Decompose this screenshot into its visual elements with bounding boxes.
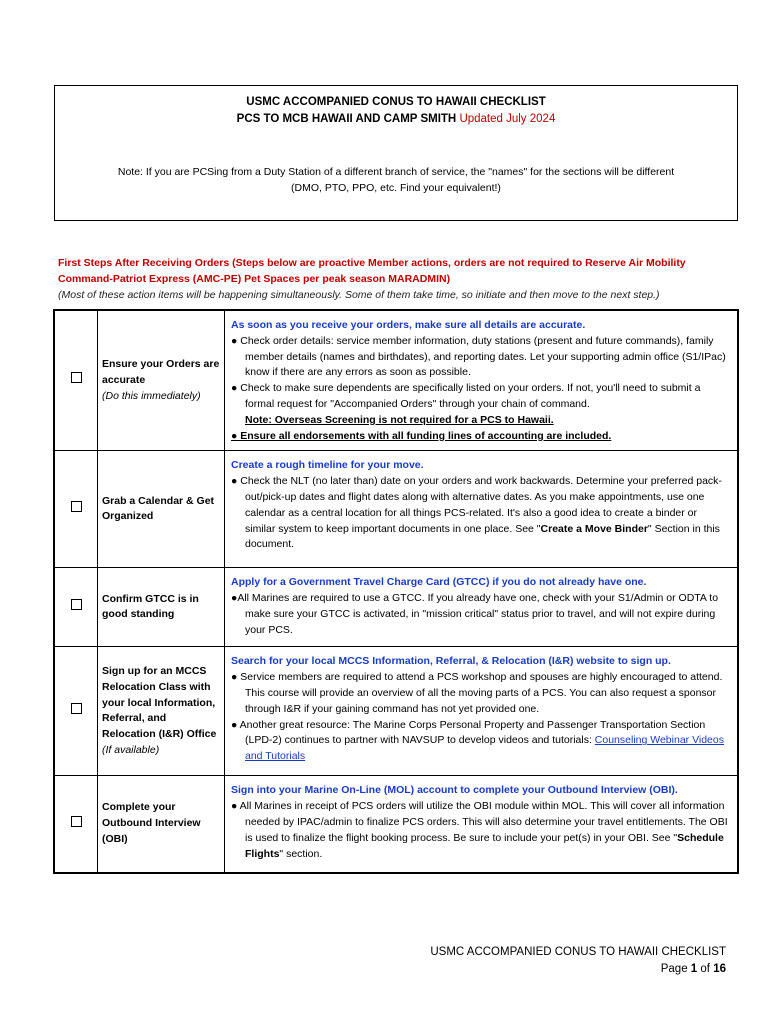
step-detail-cell (225, 568, 739, 647)
intro-section (58, 255, 738, 303)
step-headline: Create a rough timeline for your move. (231, 459, 424, 472)
page-number: 1 (690, 963, 698, 975)
step-detail-cell (225, 451, 739, 568)
checkbox-icon[interactable] (71, 703, 82, 714)
checkbox-icon[interactable] (71, 816, 82, 827)
title-line-1: USMC ACCOMPANIED CONUS TO HAWAII CHECKLIST (246, 96, 546, 108)
checklist-table (53, 309, 739, 874)
updated-date: Updated July 2024 (459, 113, 556, 125)
step-bullet (231, 718, 729, 765)
bullet-text: ● Another great resource: The Marine Corps Personal Property and Passenger Transportation Section (LPD-2) continues to partner with NAVSUP to develop videos and tutorials: (231, 718, 706, 747)
of-word: of (700, 963, 710, 975)
step-headline: Sign into your Marine On-Line (MOL) account to complete your Outbound Interview (OBI). (231, 784, 678, 797)
note-line-2: (DMO, PTO, PPO, etc. Find your equivalent!) (291, 182, 501, 194)
step-label-cell (98, 451, 225, 568)
counseling-webinar-link[interactable]: Counseling Webinar Videos and Tutorials (245, 734, 724, 763)
checkbox-icon[interactable] (71, 372, 82, 383)
step-label-cell (98, 647, 225, 776)
step-sublabel: (Do this immediately) (102, 389, 201, 402)
step-label: Complete your Outbound Interview (OBI) (102, 801, 201, 846)
step-note: Note: Overseas Screening is not required for a PCS to Hawaii. (245, 413, 554, 426)
step-label-cell (98, 568, 225, 647)
step-detail-cell (225, 776, 739, 873)
step-sublabel: (If available) (102, 743, 160, 756)
step-headline: As soon as you receive your orders, make sure all details are accurate. (231, 319, 586, 331)
table-row (54, 647, 738, 776)
step-headline: Search for your local MCCS Information, Referral, & Relocation (I&R) website to sign up. (231, 655, 671, 668)
step-bullet: ● Ensure all endorsements with all funding lines of accounting are included. (231, 429, 612, 442)
bullet-text-end: " Section in this document. (245, 522, 720, 551)
page-word: Page (660, 963, 688, 975)
document-title (55, 94, 737, 128)
table-row (54, 310, 738, 451)
page-indicator (430, 961, 726, 978)
checkbox-cell[interactable] (54, 310, 98, 451)
bullet-text: ● All Marines in receipt of PCS orders will utilize the OBI module within MOL. This will cover all information needed by IPAC/admin to finalize PCS orders. This will also determine your travel entitlements. The OBI is used to finalize the flight booking process. Be sure to include your pet(s) in your OBI. See " (231, 800, 728, 844)
step-detail-cell (225, 310, 739, 451)
page-total: 16 (713, 963, 726, 975)
title-line-2 (55, 111, 737, 128)
header-note (75, 164, 717, 196)
step-label: Grab a Calendar & Get Organized (102, 494, 215, 523)
title-line-2-text: PCS TO MCB HAWAII AND CAMP SMITH (236, 113, 457, 125)
step-label-cell (98, 310, 225, 451)
step-label-cell (98, 776, 225, 873)
step-bullet (231, 799, 729, 862)
intro-heading-2: Command-Patriot Express (AMC-PE) Pet Spaces per peak season MARADMIN) (58, 273, 451, 285)
step-bullet: ●All Marines are required to use a GTCC. If you already have one, check with your S1/Admin or ODTA to make sure your GTCC is activated, in "mission critical" status prior to travel, and will not expire during your PCS. (231, 592, 719, 636)
step-label: Confirm GTCC is in good standing (102, 592, 199, 621)
intro-heading-1: First Steps After Receiving Orders (Steps below are proactive Member actions, orders are not required to Reserve Air Mobility (58, 257, 686, 269)
step-bullet: ● Check order details: service member information, duty stations (present and future commands), family member details (names and birthdates), and reporting dates. Let your supporting admin office (S1/IPac) know if there are any errors as soon as possible. (231, 334, 726, 379)
bold-reference: Schedule Flights (245, 831, 724, 860)
table-row (54, 451, 738, 568)
checkbox-cell[interactable] (54, 451, 98, 568)
checkbox-icon[interactable] (71, 501, 82, 512)
footer-title: USMC ACCOMPANIED CONUS TO HAWAII CHECKLIST (430, 946, 726, 958)
step-bullet (231, 474, 729, 553)
intro-subtext: (Most of these action items will be happening simultaneously. Some of them take time, so initiate and then move to the next step.) (58, 289, 660, 301)
note-line-1: Note: If you are PCSing from a Duty Station of a different branch of service, the "names" for the sections will be different (117, 166, 675, 178)
step-detail-cell (225, 647, 739, 776)
bold-reference: Create a Move Binder (540, 522, 648, 535)
table-row (54, 776, 738, 873)
step-label: Ensure your Orders are accurate (102, 357, 220, 386)
bullet-text: ● Check the NLT (no later than) date on your orders and work backwards. Determine your preferred pack-out/pick-up dates and flight dates along with alternative dates. As you make appointments, use one calendar as a central location for all things PCS-related. It's also a good idea to create a binder or similar system to keep important documents in one place. See " (231, 475, 722, 535)
step-headline: Apply for a Government Travel Charge Card (GTCC) if you do not already have one. (231, 576, 647, 589)
checkbox-icon[interactable] (71, 599, 82, 610)
step-label: Sign up for an MCCS Relocation Class with your local Information, Referral, and Relocation (I&R) Office (102, 664, 217, 741)
header-box (54, 85, 738, 221)
table-row (54, 568, 738, 647)
bullet-text-end: " section. (279, 847, 323, 860)
step-bullet: ● Check to make sure dependents are specifically listed on your orders. If not, you'll need to submit a formal request for "Accompanied Orders" through your chain of command. (231, 382, 701, 410)
checkbox-cell[interactable] (54, 776, 98, 873)
checkbox-cell[interactable] (54, 568, 98, 647)
step-bullet: ● Service members are required to attend a PCS workshop and spouses are highly encouraged to attend. This course will provide an overview of all the moving parts of a PCS. You can also request a sponsor through I&R if your gaining command has not yet provided one. (231, 671, 723, 715)
checkbox-cell[interactable] (54, 647, 98, 776)
page-footer (430, 944, 726, 978)
